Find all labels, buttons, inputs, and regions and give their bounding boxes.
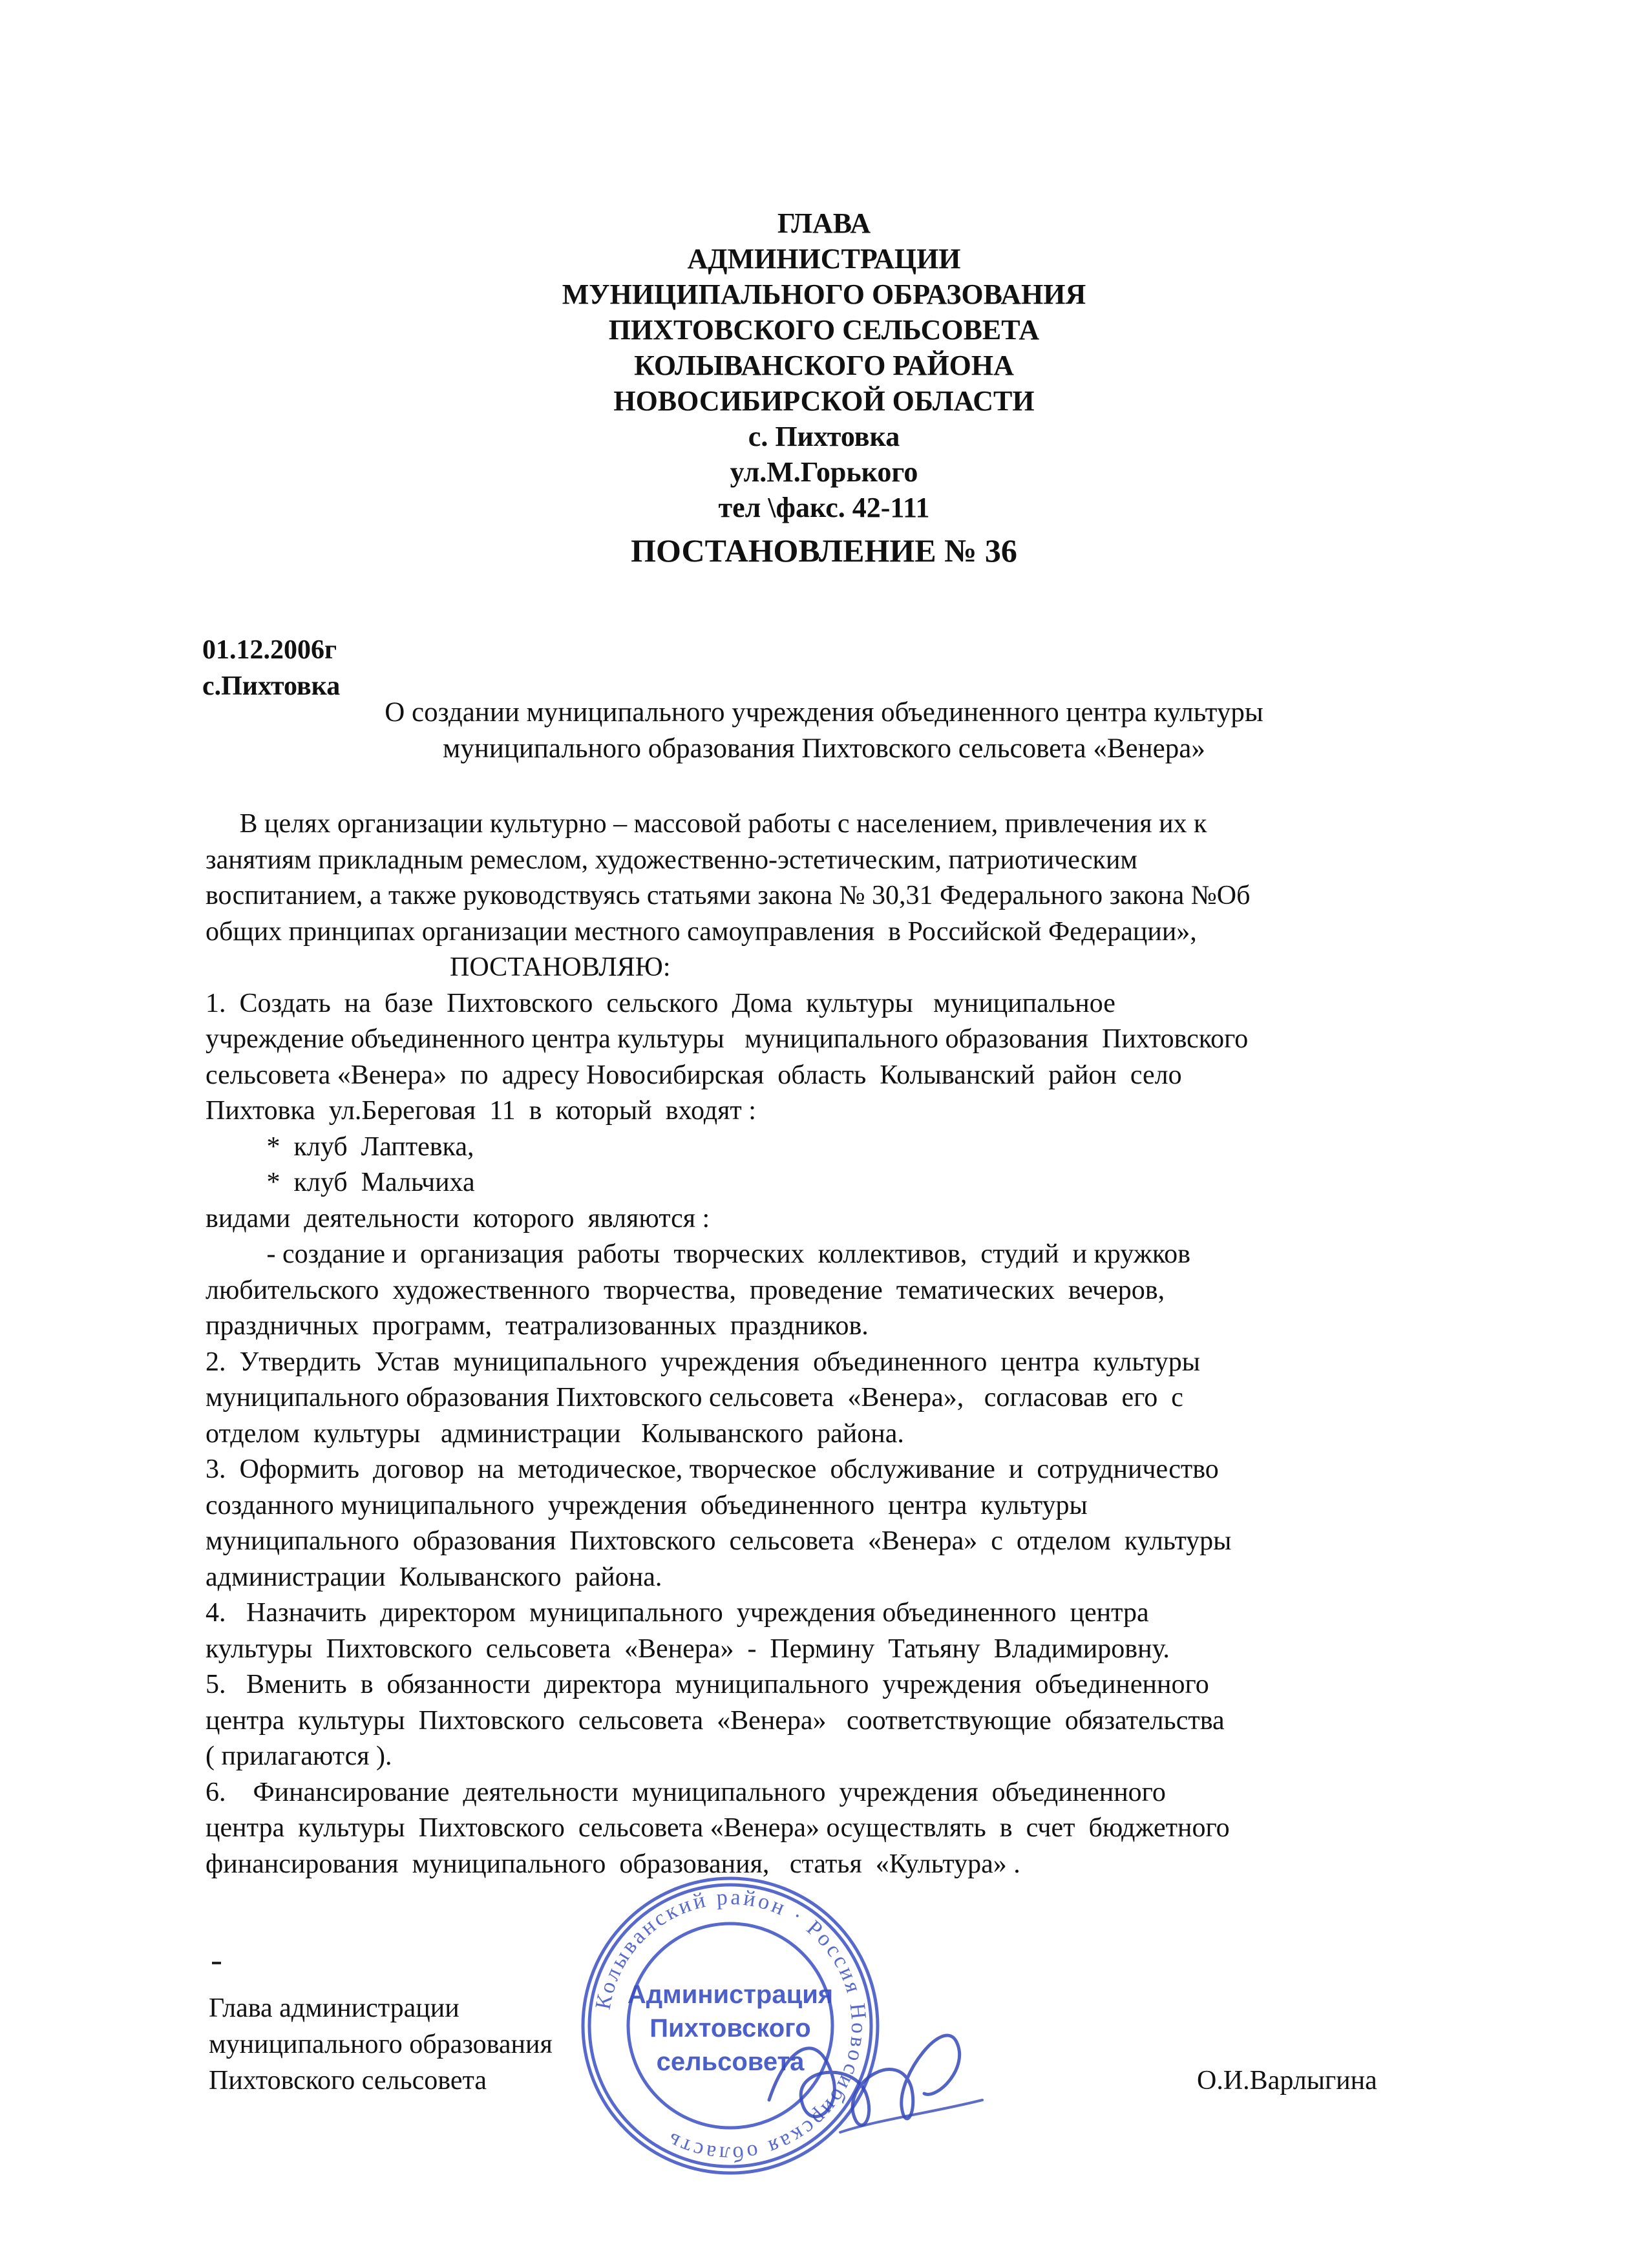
signer-position-line: муниципального образования: [209, 2030, 553, 2059]
header-line: ГЛАВА: [777, 207, 871, 239]
header-address-village: с. Пихтовка: [748, 421, 900, 452]
header-line: КОЛЫВАНСКОГО РАЙОНА: [634, 350, 1014, 381]
document-date: 01.12.2006г: [202, 635, 337, 665]
stamp-line: сельсовета: [656, 2048, 805, 2076]
stamp-line: Пихтовского: [650, 2014, 811, 2042]
body-line: центра культуры Пихтовского сельсовета «Венера» соответствующие обязательства: [206, 1705, 1225, 1736]
header-line: ПИХТОВСКОГО СЕЛЬСОВЕТА: [608, 314, 1040, 346]
body-line: администрации Колыванского района.: [206, 1562, 662, 1592]
body-line: муниципального образования Пихтовского сельсовета «Венера» с отделом культуры: [206, 1526, 1232, 1556]
document-body: [206, 806, 1472, 1882]
body-line: учреждение объединенного центра культуры муниципального образования Пихтовского: [206, 1024, 1249, 1054]
body-line: центра культуры Пихтовского сельсовета «Венера» осуществлять в счет бюджетного: [206, 1813, 1230, 1843]
header-line: МУНИЦИПАЛЬНОГО ОБРАЗОВАНИЯ: [562, 278, 1086, 310]
body-line: занятиям прикладным ремеслом, художественно-эстетическим, патриотическим: [206, 845, 1138, 875]
document-meta: [202, 632, 340, 704]
resolution-heading: ПОСТАНОВЛЯЮ:: [206, 952, 671, 982]
body-line: 4. Назначить директором муниципального учреждения объединенного центра: [206, 1598, 1149, 1628]
handwritten-signature: [763, 2003, 995, 2145]
body-line: ( прилагаются ).: [206, 1741, 392, 1771]
signer-position-line: Глава администрации: [209, 1993, 460, 2023]
header-line: АДМИНИСТРАЦИИ: [687, 243, 961, 275]
body-line: праздничных программ, театрализованных праздников.: [206, 1311, 869, 1341]
signer-name: О.И.Варлыгина: [1197, 2066, 1377, 2095]
body-line: Пихтовка ул.Береговая 11 в который входят :: [206, 1096, 756, 1126]
body-line: созданного муниципального учреждения объединенного центра культуры: [206, 1490, 1088, 1520]
body-line: * клуб Лаптевка,: [206, 1131, 474, 1162]
body-line: любительского художественного творчества, проведение тематических вечеров,: [206, 1275, 1165, 1305]
body-line: отделом культуры администрации Колыванского района.: [206, 1418, 904, 1449]
body-line: * клуб Мальчиха: [206, 1168, 475, 1197]
body-line: культуры Пихтовского сельсовета «Венера» - Пермину Татьяну Владимировну.: [206, 1633, 1170, 1664]
header-address-street: ул.М.Горького: [730, 456, 918, 488]
body-line: 6. Финансирование деятельности муниципального учреждения объединенного: [206, 1777, 1166, 1807]
document-place: с.Пихтовка: [202, 671, 341, 701]
document-header: [0, 205, 1648, 573]
document-title: ПОСТАНОВЛЕНИЕ № 36: [631, 532, 1017, 569]
body-line: финансирования муниципального образования, статья «Культура» .: [206, 1849, 1020, 1879]
stamp-ring-text: Колыванский район · Россия Новосибирская область: [591, 1885, 871, 2167]
stamp-line: Администрация: [627, 1980, 834, 2009]
pen-mark: [212, 1962, 221, 1964]
body-line: муниципального образования Пихтовского сельсовета «Венера», согласовав его с: [206, 1383, 1183, 1412]
body-line: общих принципах организации местного самоуправления в Российской Федерации»,: [206, 916, 1197, 947]
signer-position-line: Пихтовского сельсовета: [209, 2066, 487, 2095]
subject-line: муниципального образования Пихтовского сельсовета «Венера»: [443, 733, 1205, 764]
body-line: 1. Создать на базе Пихтовского сельского Дома культуры муниципальное: [206, 988, 1115, 1018]
body-line: В целях организации культурно – массовой работы с населением, привлечения их к: [206, 809, 1207, 839]
body-line: - создание и организация работы творческих коллективов, студий и кружков: [206, 1239, 1190, 1269]
body-line: 3. Оформить договор на методическое, творческое обслуживание и сотрудничество: [206, 1454, 1219, 1484]
header-phone-fax: тел \факс. 42-111: [718, 492, 930, 523]
document-subject: [0, 695, 1648, 767]
signature-block: [209, 1990, 553, 2099]
body-line: сельсовета «Венера» по адресу Новосибирская область Колыванский район село: [206, 1060, 1182, 1090]
body-line: воспитанием, а также руководствуясь статьями закона № 30,31 Федерального закона №Об: [206, 881, 1251, 910]
header-line: НОВОСИБИРСКОЙ ОБЛАСТИ: [613, 385, 1035, 417]
body-line: видами деятельности которого являются :: [206, 1203, 710, 1234]
subject-line: О создании муниципального учреждения объединенного центра культуры: [385, 697, 1263, 728]
body-line: 2. Утвердить Устав муниципального учреждения объединенного центра культуры: [206, 1347, 1200, 1377]
body-line: 5. Вменить в обязанности директора муниципального учреждения объединенного: [206, 1670, 1209, 1699]
